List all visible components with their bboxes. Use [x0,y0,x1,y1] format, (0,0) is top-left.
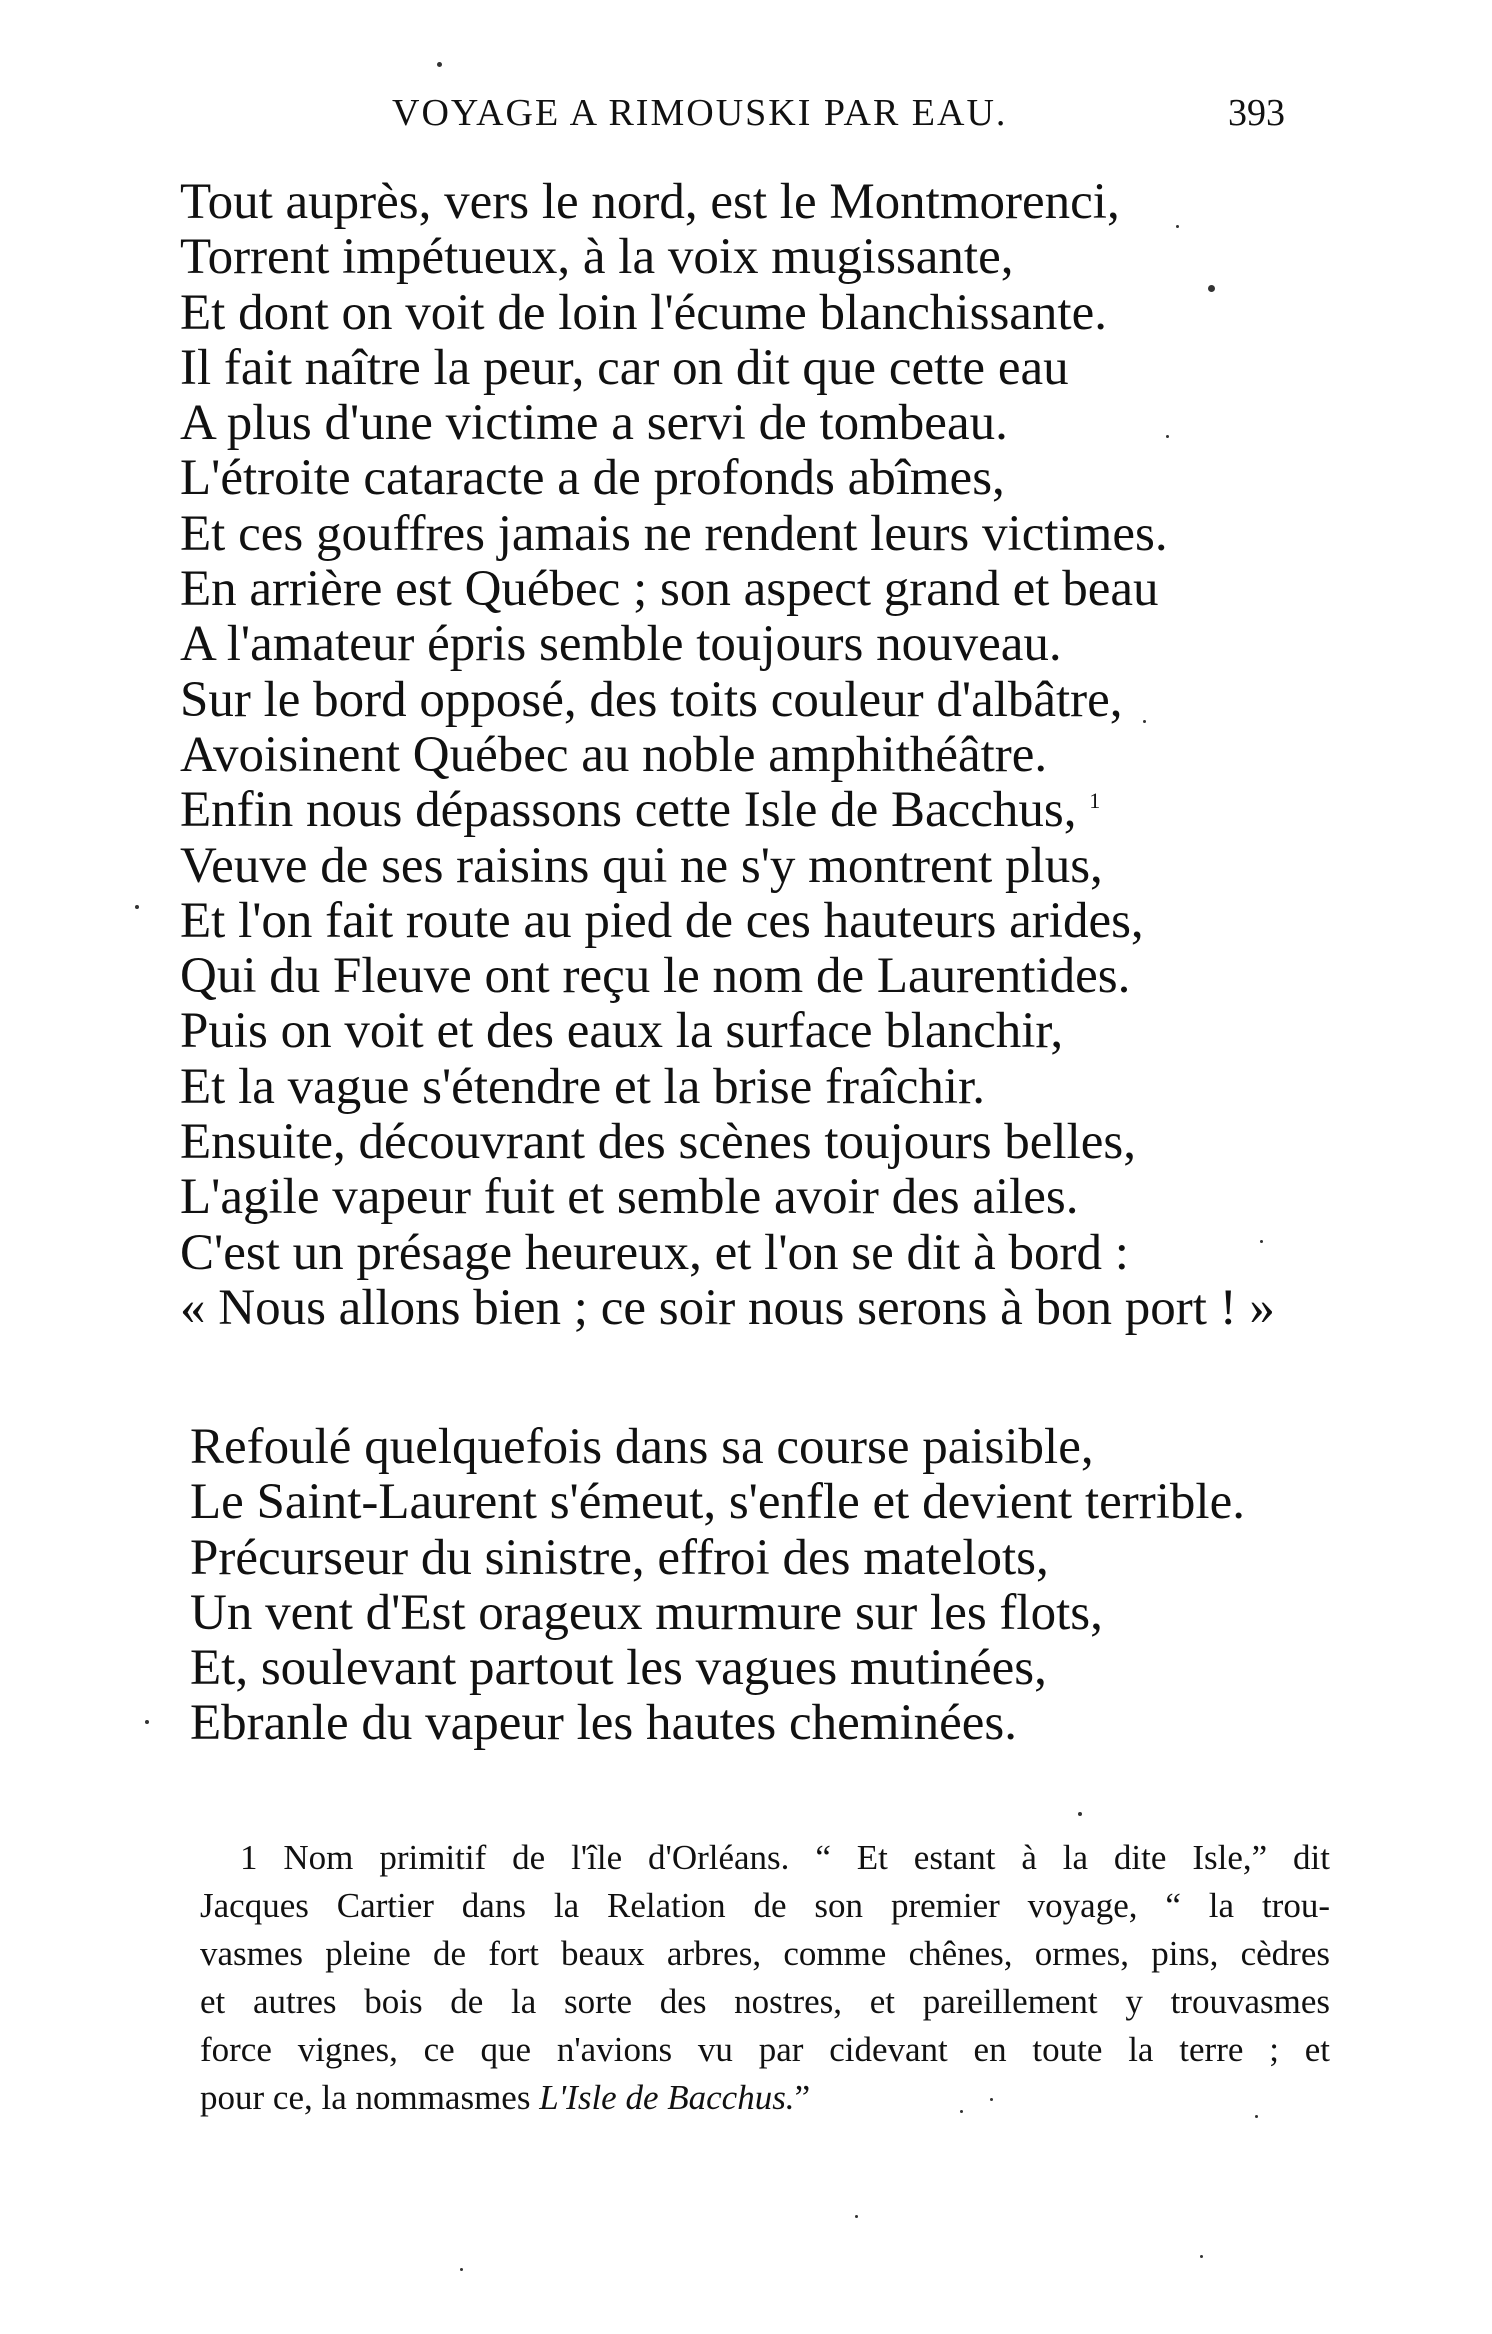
scan-speck [960,2110,963,2113]
scan-speck [1208,285,1215,292]
verse-line: Puis on voit et des eaux la surface blanchir, [180,1003,1064,1060]
verse-line: Qui du Fleuve ont reçu le nom de Laurentides. [180,948,1131,1005]
footnote-reference[interactable]: 1 [1089,788,1101,814]
verse-line: Ensuite, découvrant des scènes toujours belles, [180,1114,1137,1171]
footnote-line: Jacques Cartier dans la Relation de son premier voyage, “ la trou- [200,1886,1330,1925]
verse-line: Avoisinent Québec au noble amphithéâtre. [180,726,1048,783]
footnote-text: pour ce, la nommasmes [200,2078,540,2117]
verse-line: A plus d'une victime a servi de tombeau. [180,395,1008,452]
scan-speck [145,1720,149,1724]
verse-line: Torrent impétueux, à la voix mugissante, [180,229,1014,286]
scan-speck [855,2215,858,2218]
verse-line-with-note [180,783,1275,838]
verse-line: Sur le bord opposé, des toits couleur d'albâtre, [180,671,1123,728]
verse-line: En arrière est Québec ; son aspect grand et beau [180,561,1159,618]
verse-line: L'étroite cataracte a de profonds abîmes, [180,450,1005,507]
verse-line: Et ces gouffres jamais ne rendent leurs victimes. [180,505,1168,562]
scan-speck [1260,1240,1263,1243]
scan-speck [1166,435,1169,438]
verse-line: « Nous allons bien ; ce soir nous serons à bon port ! » [180,1279,1275,1336]
verse-line: Et, soulevant partout les vagues mutinées, [190,1640,1047,1697]
verse-line: Et dont on voit de loin l'écume blanchissante. [180,284,1107,341]
footnote-line: vasmes pleine de fort beaux arbres, comme chênes, ormes, pins, cèdres [200,1934,1330,1973]
footnote-closing-quote: ” [794,2078,811,2117]
verse-line: Et la vague s'étendre et la brise fraîchir. [180,1058,985,1115]
scan-speck [1200,2255,1203,2258]
verse-line: Un vent d'Est orageux murmure sur les flots, [190,1584,1103,1641]
verse-line: Ebranle du vapeur les hautes cheminées. [190,1695,1018,1752]
verse-line: L'agile vapeur fuit et semble avoir des ailes. [180,1169,1079,1226]
scan-speck [1255,2115,1258,2118]
footnote-line: force vignes, ce que n'avions vu par cidevant en toute la terre ; et [200,2030,1330,2069]
verse-line: Tout auprès, vers le nord, est le Montmorenci, [180,174,1120,230]
verse-line: A l'amateur épris semble toujours nouveau. [180,616,1062,673]
scan-speck [437,62,442,67]
footnote-line: et autres bois de la sorte des nostres, et pareillement y trouvasmes [200,1982,1330,2021]
scan-speck [1143,720,1146,723]
verse-line: Le Saint-Laurent s'émeut, s'enfle et devient terrible. [190,1474,1245,1531]
running-title: VOYAGE A RIMOUSKI PAR EAU. [392,92,1008,134]
footnote [200,1834,1330,2122]
verse-line: Veuve de ses raisins qui ne s'y montrent plus, [180,837,1103,894]
scan-speck [135,905,139,909]
scan-speck [990,2098,993,2101]
scan-speck [1078,1812,1082,1816]
footnote-line: 1 Nom primitif de l'île d'Orléans. “ Et estant à la dite Isle,” dit [240,1838,1330,1877]
page-number: 393 [1228,92,1285,134]
verse-line: Il fait naître la peur, car on dit que cette eau [180,339,1069,396]
footnote-last-line [200,2074,1330,2122]
verse-line: Précurseur du sinistre, effroi des matelots, [190,1529,1049,1586]
verse-line: C'est un présage heureux, et l'on se dit à bord : [180,1224,1129,1281]
poem-stanza-1 [180,175,1275,1336]
footnote-italic-title: L'Isle de Bacchus. [539,2078,795,2117]
verse-line: Refoulé quelquefois dans sa course paisible, [190,1419,1094,1475]
verse-line: Et l'on fait route au pied de ces hauteurs arides, [180,892,1144,949]
poem-stanza-2 [190,1420,1245,1752]
scan-speck [1176,225,1179,228]
running-head [0,88,1492,138]
verse-text: Enfin nous dépassons cette Isle de Bacchus, [180,782,1077,839]
scan-speck [460,2268,463,2271]
